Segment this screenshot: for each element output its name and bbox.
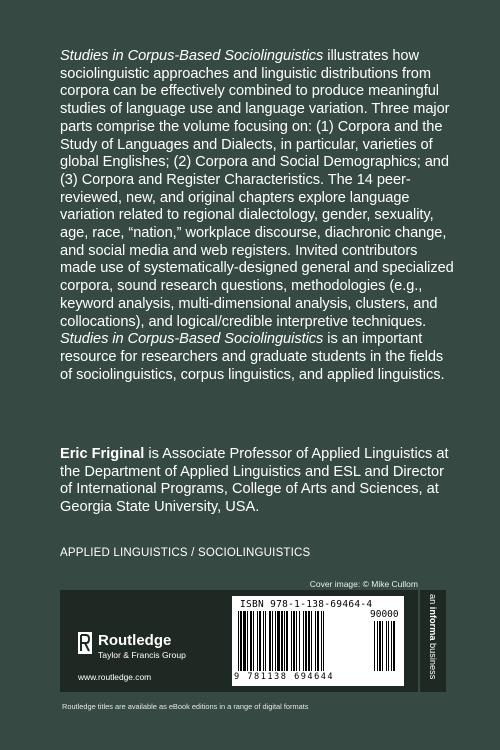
description-text-1: illustrates how sociolinguistic approaches and linguistic distributions from corpora can be effectively combined to produce meaningful studies of language use and language variation. Three major parts comprise the volume focusing on: (1) Corpora and the Study of Languages and Dialects, in particular, varieties of global Englishes; (2) Corpora and Social Demographics; and (3) Corpora and Register Characteristics. The 14 peer-reviewed, new, and original chapters explore language variation related to regional dialectology, gender, sexuality, age, race, “nation,” workplace discourse, diachronic change, and social media and web registers. Invited contributors made use of systematically-designed general and specialized corpora, sound research questions, methodologies (e.g., keyword analysis, multi-dimensional analysis, clusters, and collocations), and logical/credible interpretive techniques. <box>60 48 454 330</box>
informa-tagline: an informa business <box>428 594 438 680</box>
author-bio <box>60 446 455 517</box>
ebook-note: Routledge titles are available as eBook editions in a range of digital formats <box>62 702 309 711</box>
publisher-group: Taylor & Francis Group <box>98 650 186 660</box>
isbn-digits: 9 781138 694644 <box>234 672 335 682</box>
author-bio-text: is Associate Professor of Applied Linguistics at the Department of Applied Linguistics and ESL and Director of International Programs, College of Arts and Sciences, at Georgia State University, USA. <box>60 446 449 516</box>
description-text-2: is an important resource for researchers and graduate students in the fields of sociolinguistics, corpus linguistics, and applied linguistics. <box>60 331 445 383</box>
publisher-panel <box>60 590 418 692</box>
routledge-r-icon <box>78 632 92 654</box>
book-title-italic-2: Studies in Corpus-Based Sociolinguistics <box>60 331 324 348</box>
book-description <box>60 48 455 384</box>
price-code: 90000 <box>370 609 399 620</box>
barcode-bars <box>238 611 398 673</box>
cover-image-credit: Cover image: © Mike Cullom <box>309 579 418 589</box>
subject-category: APPLIED LINGUISTICS / SOCIOLINGUISTICS <box>60 547 311 559</box>
informa-strip <box>420 590 446 692</box>
isbn-label: ISBN 978-1-138-69464-4 <box>240 599 373 610</box>
author-name: Eric Friginal <box>60 446 145 462</box>
isbn-barcode <box>232 596 404 686</box>
book-title-italic: Studies in Corpus-Based Sociolinguistics <box>60 48 324 64</box>
publisher-website: www.routledge.com <box>78 672 152 682</box>
publisher-name: Routledge <box>98 632 172 649</box>
